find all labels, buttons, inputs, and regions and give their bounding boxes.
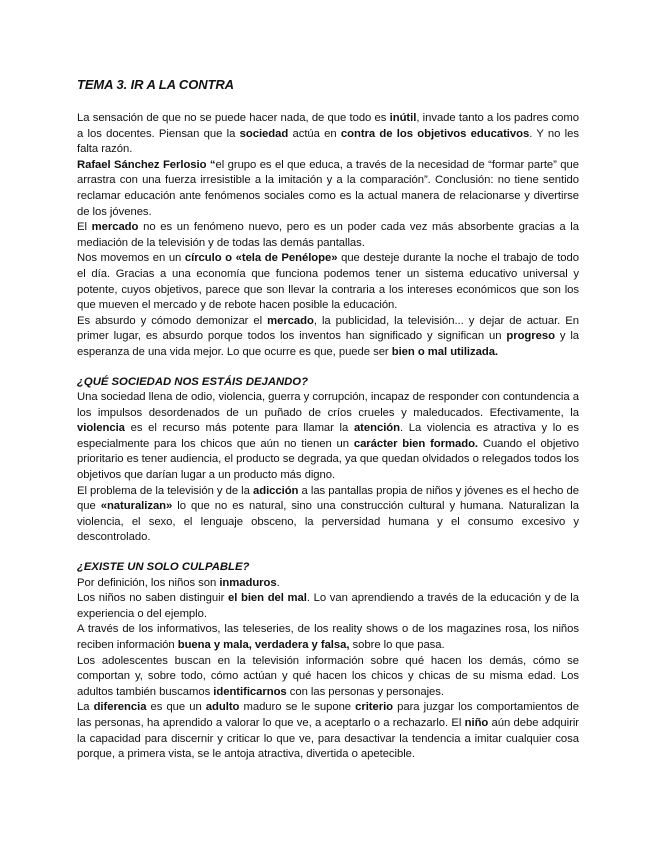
bold-text: identificarnos — [213, 685, 287, 698]
bold-text: mercado — [91, 221, 139, 234]
text-run: no es un fenómeno nuevo, pero es un poder cada vez más absorbente gracias a la mediación de la televisión y de todas las demás pantallas. — [77, 221, 579, 249]
bold-text: adulto — [205, 701, 240, 714]
paragraph — [77, 251, 579, 313]
paragraph — [77, 654, 579, 701]
text-run: , la publicidad, la televisión... y dejar de actuar. En primer lugar, es absurdo porque todos los inventos han significado y significan un — [77, 314, 579, 343]
text-run: A través de los informativos, las teleseries, de los reality shows o de los magazines rosa, los niños reciben información — [77, 623, 579, 651]
text-run: maduro se le supone — [239, 701, 356, 714]
text-run: para juzgar los comportamientos de las personas, ha aprendido a valorar lo que ve, a aceptarlo o a rechazarlo. El — [77, 701, 580, 729]
paragraph — [77, 390, 579, 484]
text-run: , invade tanto a los padres como a los docentes. Piensan que la — [77, 112, 579, 140]
paragraph — [77, 484, 579, 546]
page-title: TEMA 3. IR A LA CONTRA — [77, 77, 234, 92]
bold-text: criterio — [355, 701, 394, 714]
bold-text: inmaduros — [219, 576, 277, 589]
text-run: . Lo van aprendiendo a través de la educación y de la experiencia o del ejemplo. — [77, 592, 579, 620]
text-run: a las pantallas propia de niños y jóvenes es el hecho de que — [77, 484, 579, 513]
text-run: con las personas y personajes. — [286, 685, 444, 698]
bold-text: adicción — [252, 484, 299, 497]
text-run: El — [77, 221, 92, 234]
paragraph — [77, 591, 579, 622]
bold-text: bien o mal utilizada. — [391, 345, 499, 358]
bold-text: el bien del mal — [227, 592, 307, 605]
bold-text: carácter bien formado. — [353, 437, 479, 450]
paragraph — [77, 111, 579, 158]
paragraph — [77, 700, 579, 762]
text-run: Nos movemos en un — [77, 252, 185, 265]
paragraph — [77, 158, 579, 220]
text-run: es que un — [146, 701, 206, 714]
text-run: . La violencia es atractiva y lo es especialmente para los chicos que aún no tienen un — [77, 422, 579, 450]
text-run: Los niños no saben distinguir — [77, 592, 228, 605]
section-heading: ¿QUÉ SOCIEDAD NOS ESTÁIS DEJANDO? — [77, 375, 308, 388]
text-run: La — [77, 701, 94, 714]
bold-text: inútil — [389, 112, 417, 124]
text-run: sobre lo que pasa. — [349, 639, 445, 651]
text-run: Cuando el objetivo prioritario es tener audiencia, el producto se degrada, ya que quedan olvidados o relegados todos los objetivos que darían lugar a un producto más digno. — [77, 437, 579, 482]
text-run: actúa en — [288, 127, 341, 140]
text-run: que desteje durante la noche el trabajo de todo el día. Gracias a una economía que funciona podemos tener un sistema educativo universal y potente, cuyos objetivos, parece que son llevar la contraria a los intereses económicos que son los que mueven el mercado y de rebote hacen posible la educación. — [77, 252, 579, 312]
text-run: aún debe adquirir la capacidad para discernir y criticar lo que ve, para desactivar la tendencia a imitar cualquier cosa porque, a primera vista, se le antoja atractiva, divertida o apetecible. — [77, 716, 580, 761]
bold-text: buena y mala, verdadera y falsa, — [177, 639, 350, 651]
bold-text: mercado — [267, 314, 314, 327]
intro-section — [77, 111, 579, 361]
bold-text: contra de los objetivos educativos — [340, 127, 530, 140]
bold-text: círculo o «tela de Penélope» — [184, 252, 338, 265]
bold-text: violencia — [77, 422, 125, 435]
paragraph — [77, 314, 579, 361]
text-run: Una sociedad llena de odio, violencia, guerra y corrupción, incapaz de responder con contundencia a los impulsos desordenados de un puñado de críos crueles y maleducados. Efectivamente, la — [77, 391, 579, 419]
text-run: el grupo es el que educa, a través de la necesidad de “formar parte” que arrastra con una fuerza irresistible a la imitación y a la comparación”. Conclusión: no tiene sentido reclamar educación ante fenómenos sociales como es la actual manera de relacionarse y divertirse de los jóvenes. — [77, 158, 579, 218]
text-run: . — [276, 576, 280, 589]
bold-text: atención — [353, 422, 400, 435]
text-run: El problema de la televisión y de la — [77, 484, 253, 497]
bold-text: sociedad — [239, 127, 289, 140]
bold-text: Rafael Sánchez Ferlosio “ — [77, 158, 216, 171]
bold-text: «naturalizan» — [100, 500, 173, 513]
paragraph — [77, 576, 579, 592]
paragraph — [77, 220, 579, 251]
text-run: Es absurdo y cómodo demonizar el — [77, 314, 268, 327]
text-run: Los adolescentes buscan en la televisión información sobre qué hacen los demás, cómo se comportan y, sobre todo, cómo actúan y qué hacen los chicos y chicas de su misma edad. Los adultos también buscamos — [77, 654, 579, 698]
section-society — [77, 375, 579, 547]
section-heading: ¿EXISTE UN SOLO CULPABLE? — [77, 561, 250, 574]
section-culprit — [77, 560, 579, 763]
text-run: lo que no es natural, sino una construcción cultural y humana. Naturalizan la violencia, el sexo, el lenguaje obsceno, la perversidad humana y el consumo excesivo y descontrolado. — [77, 500, 579, 544]
text-run: Por definición, los niños son — [77, 576, 220, 589]
bold-text: niño — [464, 716, 489, 729]
text-run: y la esperanza de una vida mejor. Lo que ocurre es que, puede ser — [77, 330, 580, 358]
bold-text: diferencia — [93, 701, 147, 714]
text-run: . Y no les falta razón. — [77, 127, 579, 156]
text-run: La sensación de que no se puede hacer nada, de que todo es — [77, 112, 390, 124]
paragraph — [77, 622, 579, 653]
bold-text: progreso — [506, 330, 555, 343]
text-run: es el recurso más potente para llamar la — [124, 422, 354, 435]
